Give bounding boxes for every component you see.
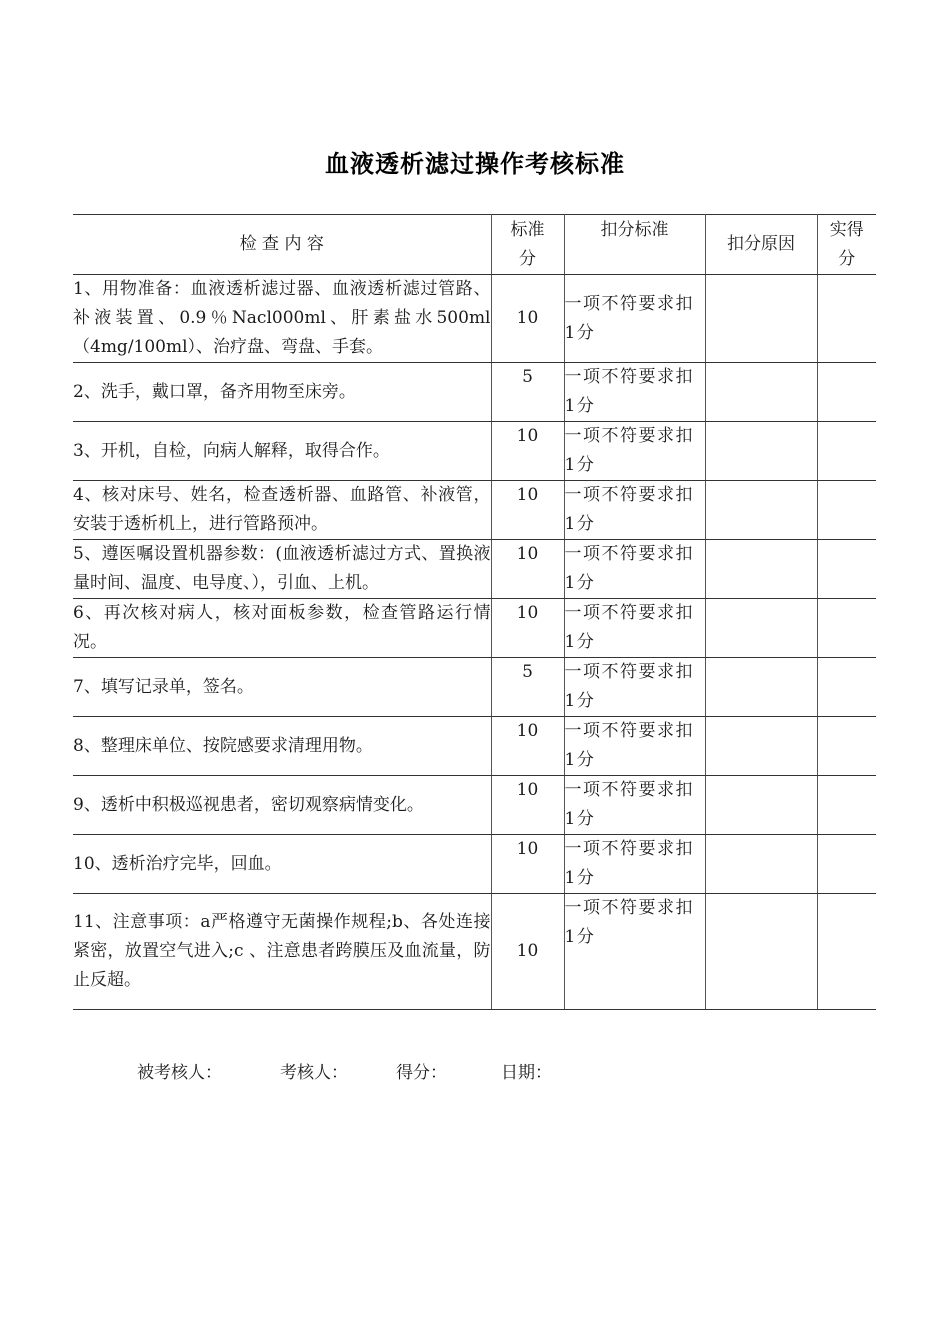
row-content: 3、开机，自检，向病人解释，取得合作。 <box>73 422 491 481</box>
row-actual <box>817 776 876 835</box>
row-actual <box>817 717 876 776</box>
row-score: 5 <box>491 658 564 717</box>
table-row <box>73 422 876 481</box>
table-row <box>73 776 876 835</box>
row-actual <box>817 481 876 540</box>
row-score: 10 <box>491 776 564 835</box>
row-deduction: 一项不符要求扣1分 <box>564 275 705 363</box>
row-deduction: 一项不符要求扣1分 <box>564 422 705 481</box>
row-score: 10 <box>491 835 564 894</box>
row-reason <box>705 835 817 894</box>
assessment-table <box>73 214 876 1010</box>
header-actual-score: 实得 分 <box>817 215 876 275</box>
row-actual <box>817 894 876 1010</box>
row-deduction: 一项不符要求扣1分 <box>564 894 705 1010</box>
examinee-label: 被考核人： <box>137 1063 222 1083</box>
row-content: 8、整理床单位、按院感要求清理用物。 <box>73 717 491 776</box>
row-reason <box>705 776 817 835</box>
row-score: 10 <box>491 717 564 776</box>
header-content: 检 查 内 容 <box>73 215 491 275</box>
row-score: 10 <box>491 894 564 1010</box>
row-reason <box>705 275 817 363</box>
row-actual <box>817 835 876 894</box>
row-actual <box>817 599 876 658</box>
row-score: 10 <box>491 540 564 599</box>
row-deduction: 一项不符要求扣1分 <box>564 776 705 835</box>
table-row <box>73 835 876 894</box>
table-row <box>73 481 876 540</box>
signature-footer <box>0 1058 950 1088</box>
table-row <box>73 540 876 599</box>
row-content: 5、遵医嘱设置机器参数：(血液透析滤过方式、置换液量时间、温度、电导度、），引血、上机。 <box>73 540 491 599</box>
row-content: 11、注意事项：a严格遵守无菌操作规程;b、各处连接紧密，放置空气进入;c 、注意患者跨膜压及血流量，防止反超。 <box>73 894 491 1010</box>
row-deduction: 一项不符要求扣1分 <box>564 717 705 776</box>
row-reason <box>705 363 817 422</box>
row-content: 9、透析中积极巡视患者，密切观察病情变化。 <box>73 776 491 835</box>
row-reason <box>705 894 817 1010</box>
examiner-label: 考核人： <box>280 1063 348 1083</box>
row-actual <box>817 422 876 481</box>
header-standard-score: 标准 分 <box>491 215 564 275</box>
row-reason <box>705 717 817 776</box>
row-score: 10 <box>491 481 564 540</box>
table-row <box>73 658 876 717</box>
table-header-row <box>73 215 876 275</box>
row-score: 10 <box>491 599 564 658</box>
row-reason <box>705 422 817 481</box>
date-label: 日期： <box>501 1063 552 1083</box>
row-actual <box>817 275 876 363</box>
row-deduction: 一项不符要求扣1分 <box>564 540 705 599</box>
row-score: 10 <box>491 275 564 363</box>
row-content: 10、透析治疗完毕，回血。 <box>73 835 491 894</box>
row-reason <box>705 540 817 599</box>
row-content: 7、填写记录单，签名。 <box>73 658 491 717</box>
row-actual <box>817 540 876 599</box>
row-deduction: 一项不符要求扣1分 <box>564 599 705 658</box>
header-deduction-reason: 扣分原因 <box>705 215 817 275</box>
row-actual <box>817 658 876 717</box>
row-content: 6、再次核对病人，核对面板参数，检查管路运行情况。 <box>73 599 491 658</box>
row-deduction: 一项不符要求扣1分 <box>564 835 705 894</box>
row-deduction: 一项不符要求扣1分 <box>564 658 705 717</box>
table-row <box>73 717 876 776</box>
table-row <box>73 363 876 422</box>
row-reason <box>705 599 817 658</box>
row-content: 2、洗手，戴口罩，备齐用物至床旁。 <box>73 363 491 422</box>
header-deduction-standard: 扣分标准 <box>564 215 705 275</box>
row-actual <box>817 363 876 422</box>
row-score: 5 <box>491 363 564 422</box>
row-deduction: 一项不符要求扣1分 <box>564 363 705 422</box>
row-deduction: 一项不符要求扣1分 <box>564 481 705 540</box>
row-score: 10 <box>491 422 564 481</box>
table-row <box>73 275 876 363</box>
row-content: 1、用物准备：血液透析滤过器、血液透析滤过管路、补液装置、0.9％Nacl000ml、肝素盐水500ml（4mg/100ml）、治疗盘、弯盘、手套。 <box>73 275 491 363</box>
row-reason <box>705 481 817 540</box>
table-row <box>73 599 876 658</box>
document-title: 血液透析滤过操作考核标准 <box>325 150 625 178</box>
table-row <box>73 894 876 1010</box>
row-reason <box>705 658 817 717</box>
row-content: 4、核对床号、姓名，检查透析器、血路管、补液管，安装于透析机上，进行管路预冲。 <box>73 481 491 540</box>
score-label: 得分： <box>396 1063 447 1083</box>
